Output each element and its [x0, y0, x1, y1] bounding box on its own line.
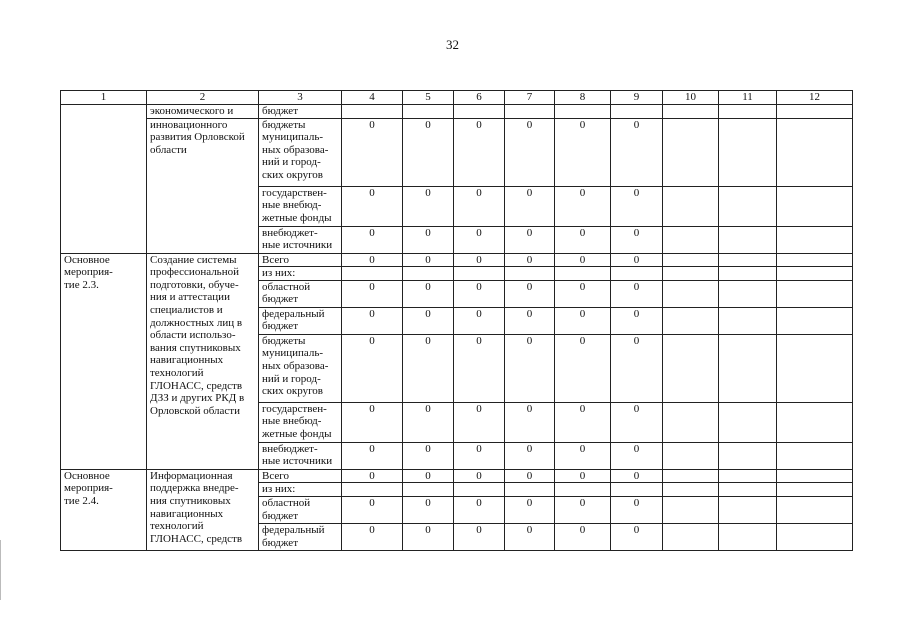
- scan-edge-mark: [0, 540, 1, 600]
- measure-code-cell: Основное мероприя- тие 2.3.: [61, 253, 147, 469]
- value-cell: 0: [403, 253, 454, 267]
- value-cell: [454, 483, 505, 497]
- value-cell: 0: [454, 226, 505, 253]
- table-row: [61, 105, 853, 119]
- header-cell: 12: [777, 91, 853, 105]
- header-cell: 9: [611, 91, 663, 105]
- empty-cell: [663, 280, 719, 307]
- value-cell: [403, 105, 454, 119]
- empty-cell: [777, 523, 853, 550]
- value-cell: [403, 483, 454, 497]
- empty-cell: [719, 496, 777, 523]
- value-cell: 0: [505, 523, 555, 550]
- value-cell: 0: [342, 226, 403, 253]
- empty-cell: [663, 483, 719, 497]
- value-cell: 0: [505, 253, 555, 267]
- value-cell: [454, 105, 505, 119]
- funding-source-cell: областной бюджет: [259, 496, 342, 523]
- value-cell: 0: [611, 253, 663, 267]
- value-cell: [611, 105, 663, 119]
- value-cell: 0: [505, 442, 555, 469]
- empty-cell: [663, 226, 719, 253]
- value-cell: [505, 483, 555, 497]
- empty-cell: [719, 402, 777, 442]
- empty-cell: [777, 334, 853, 402]
- funding-source-cell: внебюджет- ные источники: [259, 226, 342, 253]
- value-cell: 0: [403, 402, 454, 442]
- funding-source-cell: федеральный бюджет: [259, 523, 342, 550]
- value-cell: 0: [611, 307, 663, 334]
- empty-cell: [663, 402, 719, 442]
- value-cell: 0: [454, 118, 505, 186]
- empty-cell: [777, 118, 853, 186]
- header-row: [61, 91, 853, 105]
- measure-name-cell: инновационного развития Орловской области: [147, 118, 259, 253]
- funding-source-cell: государствен- ные внебюд- жетные фонды: [259, 186, 342, 226]
- header-cell: 4: [342, 91, 403, 105]
- empty-cell: [777, 469, 853, 483]
- empty-cell: [777, 267, 853, 281]
- value-cell: 0: [403, 307, 454, 334]
- value-cell: 0: [505, 280, 555, 307]
- value-cell: [505, 105, 555, 119]
- value-cell: 0: [342, 402, 403, 442]
- empty-cell: [663, 496, 719, 523]
- value-cell: 0: [403, 186, 454, 226]
- funding-source-cell: бюджеты муниципаль- ных образова- ний и город- ских округов: [259, 118, 342, 186]
- value-cell: 0: [403, 523, 454, 550]
- value-cell: 0: [555, 334, 611, 402]
- value-cell: [454, 267, 505, 281]
- value-cell: 0: [505, 226, 555, 253]
- value-cell: 0: [403, 118, 454, 186]
- empty-cell: [663, 267, 719, 281]
- header-cell: 6: [454, 91, 505, 105]
- funding-source-cell: областной бюджет: [259, 280, 342, 307]
- header-cell: 3: [259, 91, 342, 105]
- empty-cell: [777, 402, 853, 442]
- empty-cell: [719, 105, 777, 119]
- table-row: [61, 253, 853, 267]
- value-cell: [611, 483, 663, 497]
- value-cell: 0: [505, 307, 555, 334]
- empty-cell: [719, 442, 777, 469]
- value-cell: 0: [342, 469, 403, 483]
- value-cell: 0: [454, 253, 505, 267]
- value-cell: 0: [454, 402, 505, 442]
- funding-source-cell: Всего: [259, 469, 342, 483]
- empty-cell: [719, 253, 777, 267]
- measure-code-cell: [61, 105, 147, 254]
- empty-cell: [663, 523, 719, 550]
- value-cell: 0: [555, 469, 611, 483]
- empty-cell: [719, 523, 777, 550]
- value-cell: 0: [505, 186, 555, 226]
- value-cell: 0: [403, 334, 454, 402]
- empty-cell: [719, 334, 777, 402]
- value-cell: 0: [403, 226, 454, 253]
- table-row: [61, 118, 853, 186]
- value-cell: 0: [555, 253, 611, 267]
- value-cell: 0: [403, 442, 454, 469]
- value-cell: [342, 483, 403, 497]
- value-cell: 0: [555, 496, 611, 523]
- value-cell: 0: [611, 442, 663, 469]
- value-cell: 0: [611, 334, 663, 402]
- empty-cell: [663, 442, 719, 469]
- funding-source-cell: бюджеты муниципаль- ных образова- ний и город- ских округов: [259, 334, 342, 402]
- empty-cell: [663, 334, 719, 402]
- value-cell: 0: [454, 186, 505, 226]
- funding-source-cell: бюджет: [259, 105, 342, 119]
- value-cell: 0: [555, 402, 611, 442]
- value-cell: 0: [342, 253, 403, 267]
- value-cell: 0: [454, 496, 505, 523]
- value-cell: 0: [403, 280, 454, 307]
- header-cell: 1: [61, 91, 147, 105]
- value-cell: 0: [454, 442, 505, 469]
- empty-cell: [777, 442, 853, 469]
- value-cell: 0: [342, 496, 403, 523]
- value-cell: 0: [342, 186, 403, 226]
- empty-cell: [719, 226, 777, 253]
- empty-cell: [719, 186, 777, 226]
- empty-cell: [663, 253, 719, 267]
- value-cell: 0: [454, 280, 505, 307]
- empty-cell: [777, 253, 853, 267]
- measure-name-cell: Создание системы профессиональной подготовки, обуче- ния и аттестации специалистов и должностных лиц в области использо- вания спутниковых навигационных технологий ГЛОНАСС, средств ДЗЗ и других РКД в Орловской области: [147, 253, 259, 469]
- page-number: 32: [446, 37, 459, 52]
- budget-table: [60, 90, 853, 551]
- value-cell: 0: [342, 118, 403, 186]
- empty-cell: [719, 469, 777, 483]
- value-cell: [403, 267, 454, 281]
- value-cell: 0: [403, 469, 454, 483]
- funding-source-cell: Всего: [259, 253, 342, 267]
- value-cell: 0: [454, 334, 505, 402]
- table-body: [61, 105, 853, 551]
- value-cell: 0: [611, 226, 663, 253]
- value-cell: 0: [555, 442, 611, 469]
- header-cell: 7: [505, 91, 555, 105]
- value-cell: [611, 267, 663, 281]
- header-cell: 8: [555, 91, 611, 105]
- empty-cell: [777, 280, 853, 307]
- value-cell: [342, 105, 403, 119]
- value-cell: 0: [505, 118, 555, 186]
- empty-cell: [663, 307, 719, 334]
- empty-cell: [663, 118, 719, 186]
- empty-cell: [663, 105, 719, 119]
- empty-cell: [777, 496, 853, 523]
- value-cell: 0: [555, 280, 611, 307]
- empty-cell: [777, 186, 853, 226]
- value-cell: [505, 267, 555, 281]
- value-cell: [555, 267, 611, 281]
- value-cell: 0: [555, 186, 611, 226]
- value-cell: 0: [454, 307, 505, 334]
- value-cell: 0: [505, 334, 555, 402]
- value-cell: 0: [611, 186, 663, 226]
- value-cell: 0: [454, 469, 505, 483]
- empty-cell: [719, 267, 777, 281]
- empty-cell: [719, 118, 777, 186]
- header-cell: 2: [147, 91, 259, 105]
- value-cell: 0: [454, 523, 505, 550]
- value-cell: 0: [342, 523, 403, 550]
- measure-name-cell: Информационная поддержка внедре- ния спутниковых навигационных технологий ГЛОНАСС, средств: [147, 469, 259, 550]
- empty-cell: [777, 226, 853, 253]
- funding-source-cell: из них:: [259, 267, 342, 281]
- value-cell: 0: [611, 280, 663, 307]
- value-cell: 0: [555, 226, 611, 253]
- funding-source-cell: государствен- ные внебюд- жетные фонды: [259, 402, 342, 442]
- measure-code-cell: Основное мероприя- тие 2.4.: [61, 469, 147, 550]
- empty-cell: [719, 483, 777, 497]
- value-cell: 0: [555, 523, 611, 550]
- funding-source-cell: федеральный бюджет: [259, 307, 342, 334]
- value-cell: 0: [342, 307, 403, 334]
- measure-name-cell: экономического и: [147, 105, 259, 119]
- value-cell: 0: [505, 496, 555, 523]
- value-cell: 0: [611, 496, 663, 523]
- value-cell: [555, 483, 611, 497]
- header-cell: 11: [719, 91, 777, 105]
- value-cell: 0: [611, 469, 663, 483]
- header-cell: 5: [403, 91, 454, 105]
- value-cell: 0: [611, 402, 663, 442]
- value-cell: [555, 105, 611, 119]
- empty-cell: [719, 280, 777, 307]
- value-cell: [342, 267, 403, 281]
- empty-cell: [777, 307, 853, 334]
- empty-cell: [663, 469, 719, 483]
- value-cell: 0: [342, 442, 403, 469]
- value-cell: 0: [555, 307, 611, 334]
- value-cell: 0: [505, 469, 555, 483]
- empty-cell: [663, 186, 719, 226]
- value-cell: 0: [403, 496, 454, 523]
- funding-source-cell: из них:: [259, 483, 342, 497]
- empty-cell: [777, 483, 853, 497]
- value-cell: 0: [555, 118, 611, 186]
- empty-cell: [719, 307, 777, 334]
- value-cell: 0: [611, 523, 663, 550]
- value-cell: 0: [611, 118, 663, 186]
- value-cell: 0: [342, 280, 403, 307]
- value-cell: 0: [505, 402, 555, 442]
- funding-source-cell: внебюджет- ные источники: [259, 442, 342, 469]
- empty-cell: [777, 105, 853, 119]
- value-cell: 0: [342, 334, 403, 402]
- header-cell: 10: [663, 91, 719, 105]
- table-row: [61, 469, 853, 483]
